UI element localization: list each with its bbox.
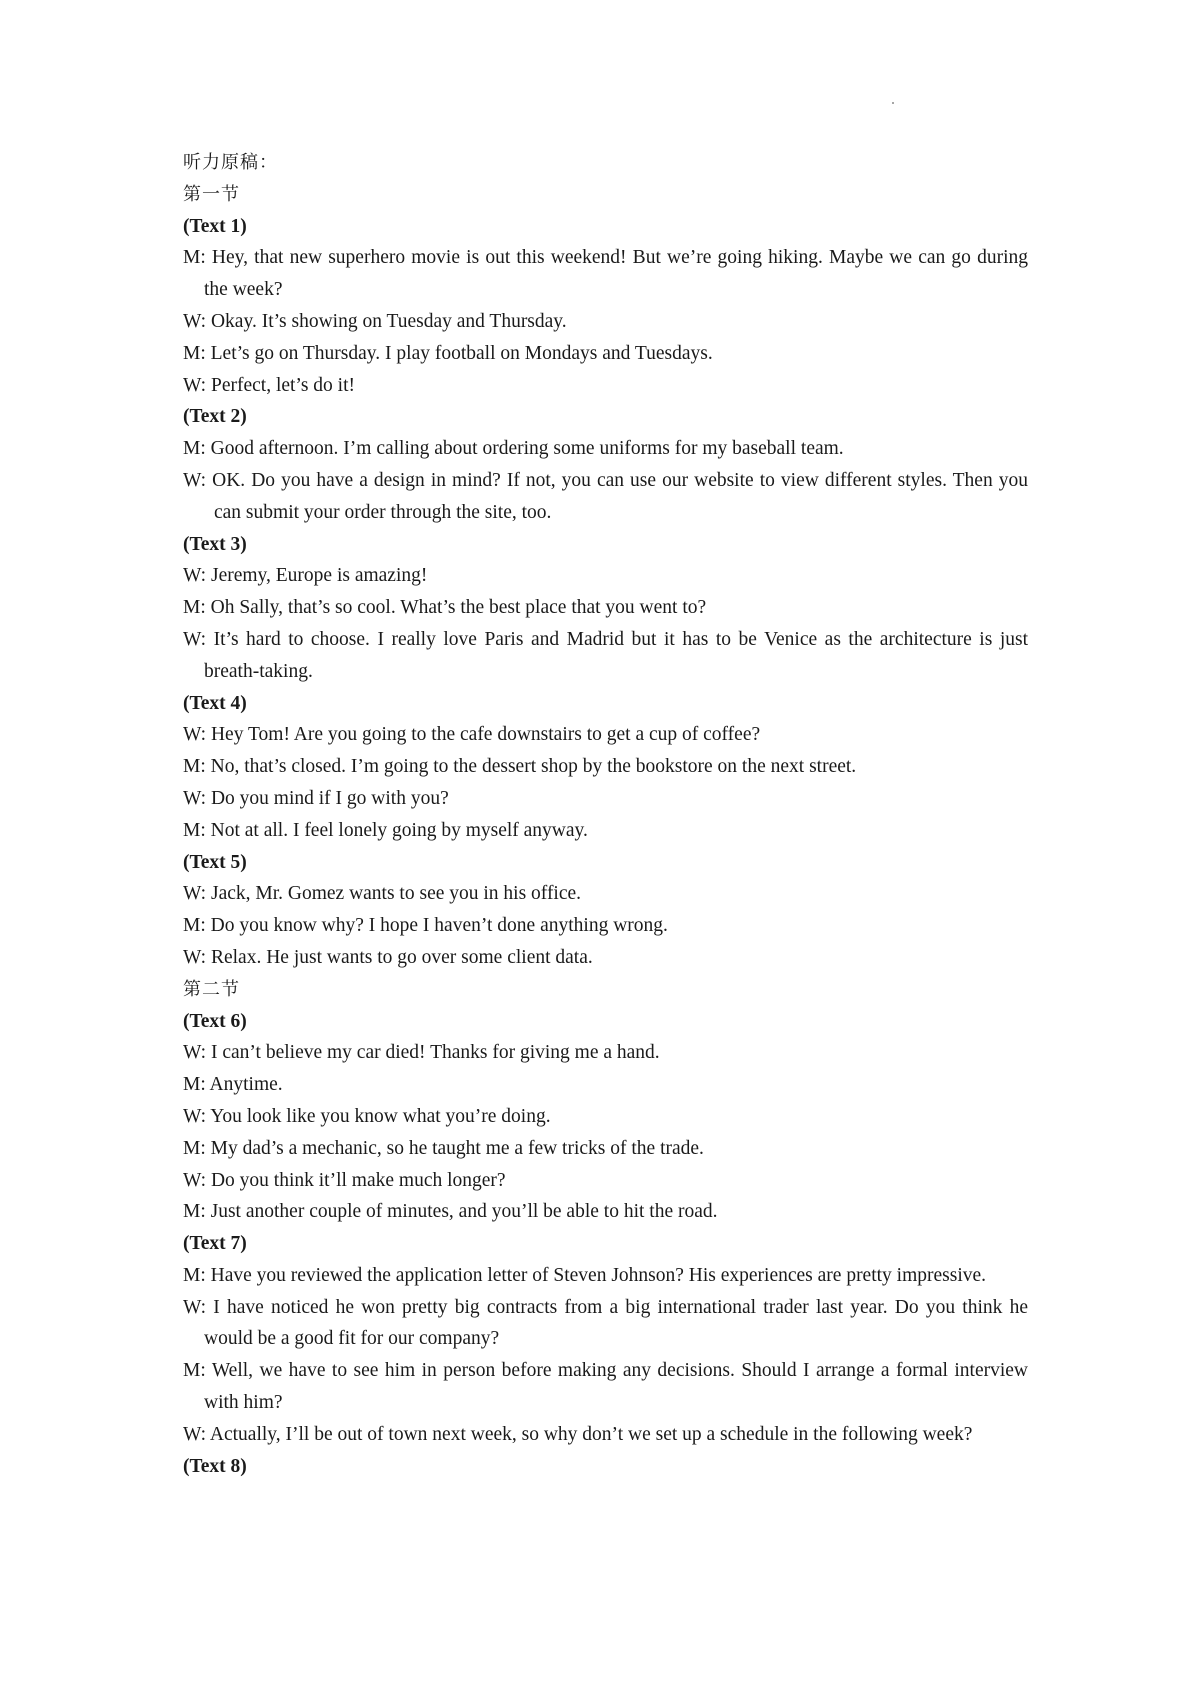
dialogue-line: M: Have you reviewed the application letter of Steven Johnson? His experiences are pretty impressive. bbox=[183, 1264, 987, 1286]
dialogue-line: W: Jeremy, Europe is amazing! bbox=[183, 565, 428, 587]
dialogue-line: W: It’s hard to choose. I really love Paris and Madrid but it has to be Venice as the architecture is just breath-taking. bbox=[183, 628, 1028, 682]
transcript-title: 听力原稿： bbox=[183, 152, 278, 173]
dialogue-line: M: Oh Sally, that’s so cool. What’s the best place that you went to? bbox=[183, 597, 707, 619]
dialogue-line: M: Anytime. bbox=[183, 1074, 283, 1096]
dialogue-line: M: No, that’s closed. I’m going to the dessert shop by the bookstore on the next street. bbox=[183, 756, 857, 778]
dialogue-line: W: I have noticed he won pretty big contracts from a big international trader last year. Do you think he would be a good fit for our company? bbox=[183, 1296, 1028, 1350]
dialogue-line: W: Do you mind if I go with you? bbox=[183, 787, 449, 809]
text-heading: (Text 5) bbox=[183, 851, 247, 873]
text-heading: (Text 1) bbox=[183, 215, 247, 237]
text-heading: (Text 3) bbox=[183, 533, 247, 555]
dialogue-line: W: Do you think it’ll make much longer? bbox=[183, 1169, 506, 1191]
dialogue-line: W: Hey Tom! Are you going to the cafe downstairs to get a cup of coffee? bbox=[183, 724, 761, 746]
scan-speck bbox=[892, 102, 894, 104]
text-heading: (Text 7) bbox=[183, 1233, 247, 1255]
dialogue-line: W: Relax. He just wants to go over some client data. bbox=[183, 946, 593, 968]
dialogue-line: W: Jack, Mr. Gomez wants to see you in his office. bbox=[183, 883, 582, 905]
dialogue-line: W: Actually, I’ll be out of town next week, so why don’t we set up a schedule in the following week? bbox=[183, 1423, 973, 1445]
text-heading: (Text 4) bbox=[183, 692, 247, 714]
dialogue-line: M: Hey, that new superhero movie is out this weekend! But we’re going hiking. Maybe we can go during the week? bbox=[183, 247, 1028, 301]
dialogue-line: W: Perfect, let’s do it! bbox=[183, 374, 356, 396]
dialogue-line: W: I can’t believe my car died! Thanks for giving me a hand. bbox=[183, 1042, 660, 1064]
dialogue-line: M: Not at all. I feel lonely going by myself anyway. bbox=[183, 819, 588, 841]
text-heading: (Text 8) bbox=[183, 1455, 247, 1477]
dialogue-line: M: Well, we have to see him in person before making any decisions. Should I arrange a formal interview with him? bbox=[183, 1360, 1028, 1414]
transcript-page bbox=[183, 147, 1028, 1482]
dialogue-line: M: Do you know why? I hope I haven’t done anything wrong. bbox=[183, 915, 668, 937]
section-heading: 第二节 bbox=[183, 978, 240, 1000]
dialogue-line: W: Okay. It’s showing on Tuesday and Thursday. bbox=[183, 310, 567, 332]
dialogue-line: M: Just another couple of minutes, and you’ll be able to hit the road. bbox=[183, 1201, 718, 1223]
section-heading: 第一节 bbox=[183, 183, 240, 205]
dialogue-line: M: Let’s go on Thursday. I play football on Mondays and Tuesdays. bbox=[183, 342, 713, 364]
dialogue-line: W: OK. Do you have a design in mind? If not, you can use our website to view different styles. Then you can submit your order through the site, too. bbox=[183, 469, 1028, 523]
dialogue-line: M: My dad’s a mechanic, so he taught me a few tricks of the trade. bbox=[183, 1137, 704, 1159]
text-heading: (Text 6) bbox=[183, 1010, 247, 1032]
text-heading: (Text 2) bbox=[183, 406, 247, 428]
dialogue-line: W: You look like you know what you’re doing. bbox=[183, 1105, 551, 1127]
dialogue-line: M: Good afternoon. I’m calling about ordering some uniforms for my baseball team. bbox=[183, 438, 844, 460]
transcript-body bbox=[183, 179, 1028, 1483]
